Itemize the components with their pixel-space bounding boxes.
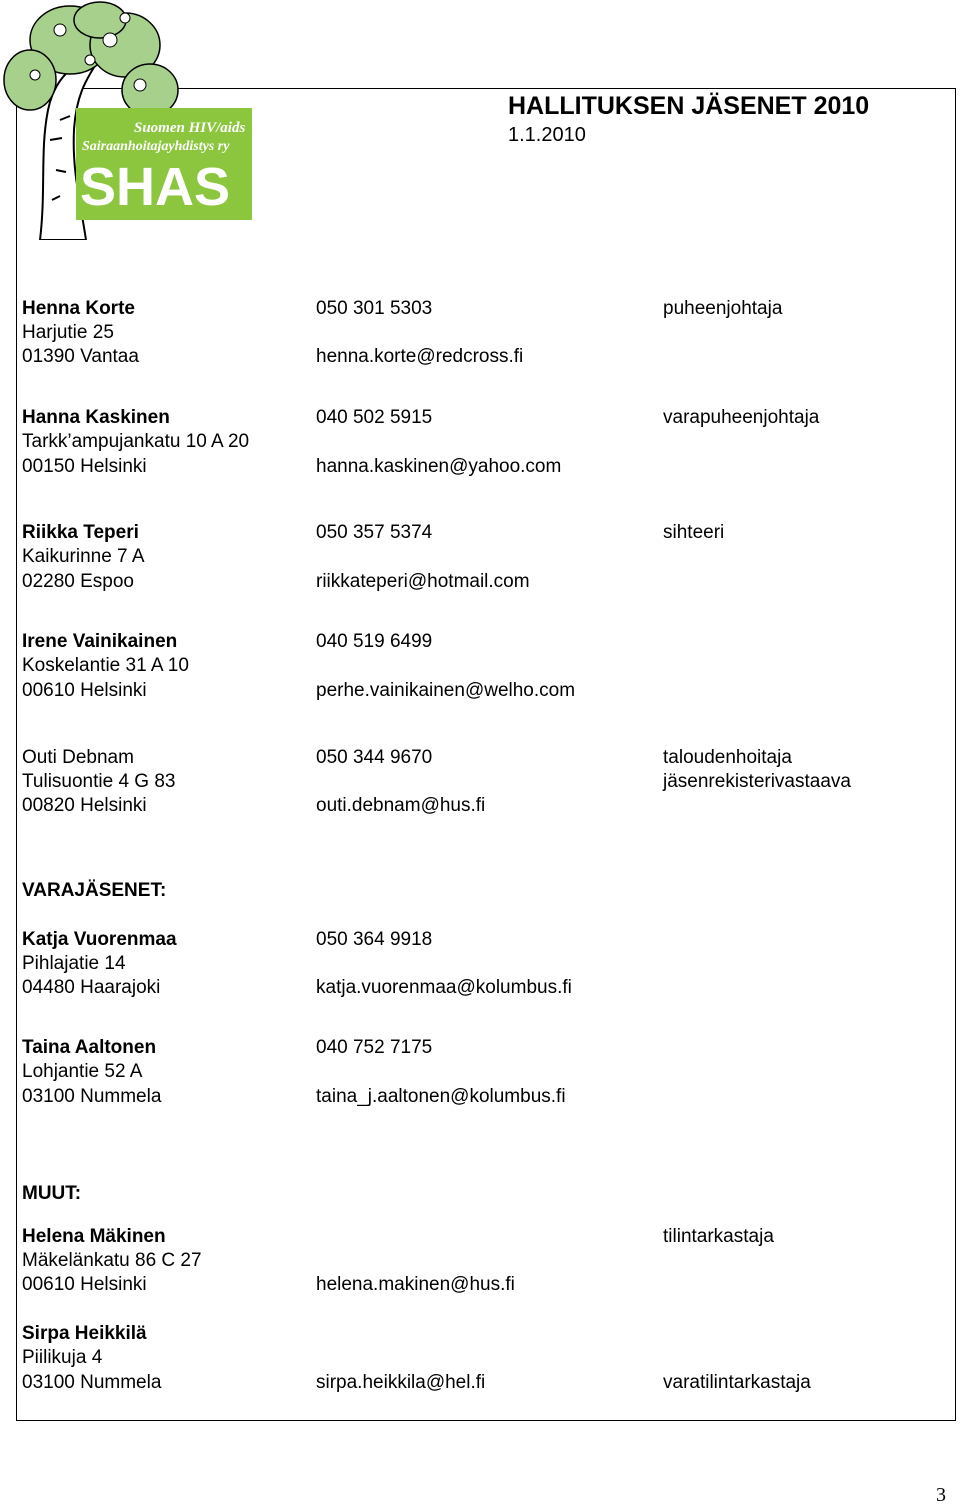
member-role: taloudenhoitaja	[663, 747, 792, 768]
deputy-phone: 050 364 9918	[316, 929, 433, 950]
logo-line2: Sairaanhoitajayhdistys ry	[82, 139, 230, 154]
other-address: Piilikuja 4	[22, 1347, 103, 1368]
page-frame	[16, 88, 956, 1421]
member-city: 00610 Helsinki	[22, 680, 147, 701]
member-role: varapuheenjohtaja	[663, 407, 820, 428]
member-email[interactable]: hanna.kaskinen@yahoo.com	[316, 456, 562, 477]
member-email[interactable]: outi.debnam@hus.fi	[316, 795, 486, 816]
member-name: Hanna Kaskinen	[22, 407, 170, 428]
member-role: sihteeri	[663, 522, 725, 543]
member-city: 00820 Helsinki	[22, 795, 147, 816]
member-address: Tarkk’ampujankatu 10 A 20	[22, 431, 250, 452]
member-address: Tulisuontie 4 G 83	[22, 771, 176, 792]
deputy-name: Taina Aaltonen	[22, 1037, 157, 1058]
other-role: tilintarkastaja	[663, 1226, 774, 1247]
deputy-city: 04480 Haarajoki	[22, 977, 161, 998]
member-city: 02280 Espoo	[22, 571, 134, 592]
other-role: varatilintarkastaja	[663, 1372, 811, 1393]
other-address: Mäkelänkatu 86 C 27	[22, 1250, 202, 1271]
member-role-secondary: jäsenrekisterivastaava	[663, 771, 851, 792]
member-phone: 050 344 9670	[316, 747, 433, 768]
deputy-address: Lohjantie 52 A	[22, 1061, 143, 1082]
other-email[interactable]: sirpa.heikkila@hel.fi	[316, 1372, 486, 1393]
member-name: Riikka Teperi	[22, 522, 139, 543]
member-phone: 050 357 5374	[316, 522, 433, 543]
logo-line1: Suomen HIV/aids	[134, 120, 246, 136]
deputy-email[interactable]: taina_j.aaltonen@kolumbus.fi	[316, 1086, 566, 1107]
member-city: 00150 Helsinki	[22, 456, 147, 477]
other-email[interactable]: helena.makinen@hus.fi	[316, 1274, 515, 1295]
deputy-address: Pihlajatie 14	[22, 953, 126, 974]
member-city: 01390 Vantaa	[22, 346, 139, 367]
member-role: puheenjohtaja	[663, 298, 783, 319]
page-title: HALLITUKSEN JÄSENET 2010	[508, 92, 870, 120]
member-email[interactable]: henna.korte@redcross.fi	[316, 346, 524, 367]
member-phone: 040 519 6499	[316, 631, 433, 652]
deputy-email[interactable]: katja.vuorenmaa@kolumbus.fi	[316, 977, 572, 998]
other-city: 03100 Nummela	[22, 1372, 162, 1393]
member-name: Irene Vainikainen	[22, 631, 178, 652]
member-email[interactable]: riikkateperi@hotmail.com	[316, 571, 530, 592]
other-name: Helena Mäkinen	[22, 1226, 166, 1247]
member-name: Henna Korte	[22, 298, 135, 319]
member-address: Koskelantie 31 A 10	[22, 655, 189, 676]
deputy-name: Katja Vuorenmaa	[22, 929, 177, 950]
member-phone: 040 502 5915	[316, 407, 433, 428]
other-city: 00610 Helsinki	[22, 1274, 147, 1295]
deputy-city: 03100 Nummela	[22, 1086, 162, 1107]
member-phone: 050 301 5303	[316, 298, 433, 319]
shas-logo	[0, 0, 260, 240]
page-date: 1.1.2010	[508, 124, 586, 146]
member-email[interactable]: perhe.vainikainen@welho.com	[316, 680, 576, 701]
logo-abbr: SHAS	[80, 157, 231, 217]
member-name: Outi Debnam	[22, 747, 134, 768]
deputy-phone: 040 752 7175	[316, 1037, 433, 1058]
member-address: Harjutie 25	[22, 322, 114, 343]
other-name: Sirpa Heikkilä	[22, 1323, 147, 1344]
page-number: 3	[936, 1484, 946, 1506]
member-address: Kaikurinne 7 A	[22, 546, 145, 567]
others-heading: MUUT:	[22, 1183, 82, 1204]
deputies-heading: VARAJÄSENET:	[22, 880, 167, 901]
